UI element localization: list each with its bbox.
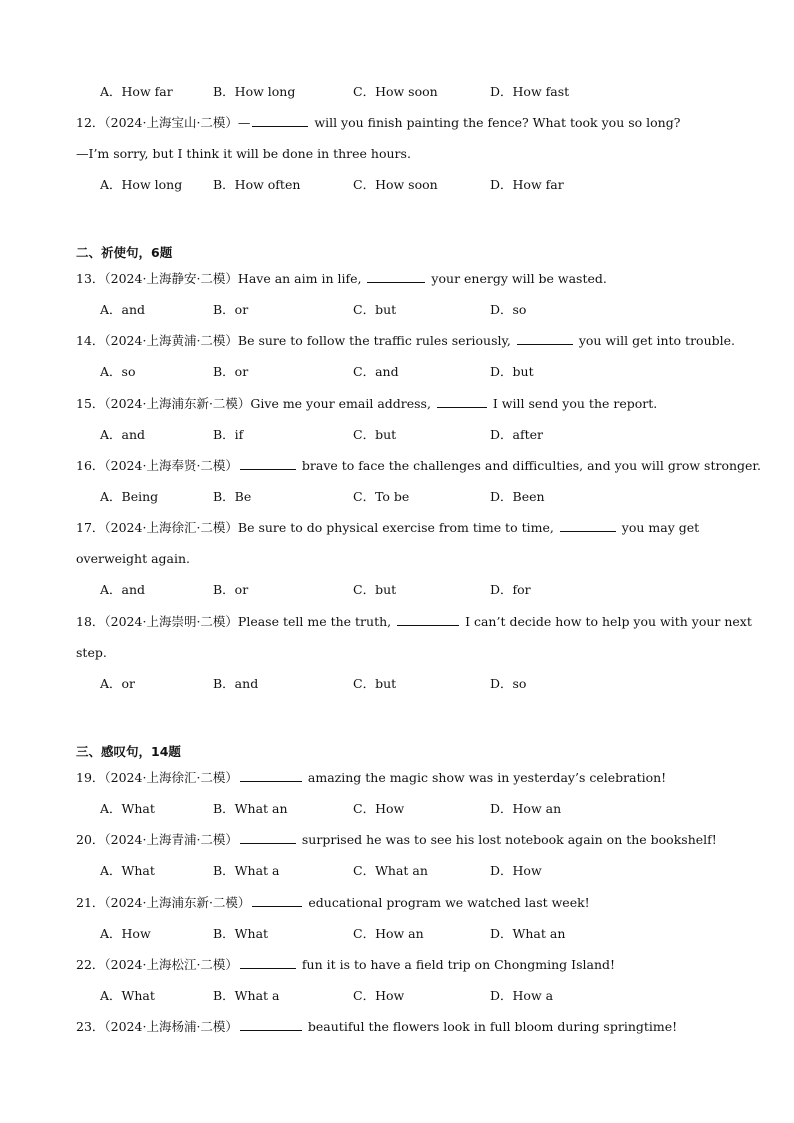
answer-blank bbox=[240, 1019, 302, 1031]
question-stem: 15．（2024·上海浦东新·二模）Give me your email address, bbox=[76, 396, 435, 411]
option-c: C．What an bbox=[353, 863, 428, 878]
option-d: D．so bbox=[490, 676, 527, 691]
question-text-continued: —I’m sorry, but I think it will be done in three hours. bbox=[76, 146, 411, 161]
option-a: A．so bbox=[100, 364, 136, 379]
answer-blank bbox=[560, 520, 616, 532]
option-a: A．How long bbox=[100, 177, 183, 192]
question-stem: 23．（2024·上海杨浦·二模） bbox=[76, 1019, 238, 1034]
q22-opts-options bbox=[100, 988, 700, 1004]
question-text bbox=[76, 520, 699, 536]
option-b: B．How long bbox=[213, 84, 296, 99]
option-c: C．How soon bbox=[353, 177, 438, 192]
option-d: D．for bbox=[490, 582, 531, 597]
option-d: D．Been bbox=[490, 489, 545, 504]
option-a: A．How bbox=[100, 926, 151, 941]
option-d: D．How a bbox=[490, 988, 554, 1003]
option-a: A．and bbox=[100, 427, 146, 442]
question-stem: 22．（2024·上海松江·二模） bbox=[76, 957, 238, 972]
option-d: D．What an bbox=[490, 926, 566, 941]
question-text bbox=[76, 957, 615, 973]
option-d: D．so bbox=[490, 302, 527, 317]
option-a: A．What bbox=[100, 863, 155, 878]
question-text bbox=[76, 895, 590, 911]
option-b: B．or bbox=[213, 582, 249, 597]
option-a: A．What bbox=[100, 801, 155, 816]
option-d: D．How bbox=[490, 863, 542, 878]
q14-opts-options bbox=[100, 364, 700, 380]
answer-blank bbox=[397, 614, 459, 626]
answer-blank bbox=[252, 895, 302, 907]
q21-opts-options bbox=[100, 926, 700, 942]
option-a: A．Being bbox=[100, 489, 159, 504]
answer-blank bbox=[367, 271, 425, 283]
question-stem: 14．（2024·上海黄浦·二模）Be sure to follow the traffic rules seriously, bbox=[76, 333, 515, 348]
option-d: D．How fast bbox=[490, 84, 570, 99]
question-stem: 16．（2024·上海奉贤·二模） bbox=[76, 458, 238, 473]
option-b: B．What a bbox=[213, 863, 280, 878]
option-c: C．How soon bbox=[353, 84, 438, 99]
option-c: C．but bbox=[353, 582, 397, 597]
question-text-continued: overweight again. bbox=[76, 551, 191, 566]
answer-blank bbox=[437, 396, 487, 408]
option-a: A．or bbox=[100, 676, 136, 691]
q16-opts-options bbox=[100, 489, 700, 505]
question-stem: 19．（2024·上海徐汇·二模） bbox=[76, 770, 238, 785]
question-rest: you may get bbox=[617, 520, 700, 535]
option-c: C．but bbox=[353, 302, 397, 317]
question-rest: will you finish painting the fence? What took you so long? bbox=[310, 115, 681, 130]
question-stem: 17．（2024·上海徐汇·二模）Be sure to do physical exercise from time to time, bbox=[76, 520, 558, 535]
option-a: A．What bbox=[100, 988, 155, 1003]
option-c: C．but bbox=[353, 676, 397, 691]
question-text bbox=[76, 458, 761, 474]
question-rest: beautiful the flowers look in full bloom during springtime! bbox=[303, 1019, 678, 1034]
option-b: B．Be bbox=[213, 489, 252, 504]
section-heading: 三、感叹句，14题 bbox=[76, 744, 181, 759]
question-text bbox=[76, 271, 607, 287]
option-c: C．How bbox=[353, 801, 405, 816]
question-text bbox=[76, 115, 680, 131]
question-stem: 18．（2024·上海崇明·二模）Please tell me the truth, bbox=[76, 614, 396, 629]
option-d: D．after bbox=[490, 427, 543, 442]
q13-opts-options bbox=[100, 302, 700, 318]
question-text bbox=[76, 333, 735, 349]
answer-blank bbox=[240, 957, 296, 969]
answer-blank bbox=[517, 333, 573, 345]
q20-opts-options bbox=[100, 863, 700, 879]
question-rest: educational program we watched last week! bbox=[304, 895, 590, 910]
question-rest: I will send you the report. bbox=[488, 396, 658, 411]
answer-blank bbox=[240, 770, 302, 782]
option-a: A．How far bbox=[100, 84, 173, 99]
question-rest: surprised he was to see his lost notebook again on the bookshelf! bbox=[297, 832, 717, 847]
option-d: D．but bbox=[490, 364, 534, 379]
question-stem: 20．（2024·上海青浦·二模） bbox=[76, 832, 238, 847]
option-b: B．What bbox=[213, 926, 269, 941]
question-rest: amazing the magic show was in yesterday’s celebration! bbox=[303, 770, 667, 785]
question-rest: your energy will be wasted. bbox=[427, 271, 607, 286]
option-b: B．or bbox=[213, 364, 249, 379]
option-b: B．What a bbox=[213, 988, 280, 1003]
q15-opts-options bbox=[100, 427, 700, 443]
question-stem: 21．（2024·上海浦东新·二模） bbox=[76, 895, 251, 910]
question-text bbox=[76, 614, 752, 630]
question-rest: you will get into trouble. bbox=[574, 333, 736, 348]
option-c: C．To be bbox=[353, 489, 410, 504]
option-d: D．How far bbox=[490, 177, 564, 192]
answer-blank bbox=[240, 832, 296, 844]
option-c: C．How an bbox=[353, 926, 424, 941]
question-text bbox=[76, 770, 666, 786]
option-b: B．if bbox=[213, 427, 244, 442]
option-a: A．and bbox=[100, 302, 146, 317]
option-d: D．How an bbox=[490, 801, 562, 816]
q12-opts-options bbox=[100, 177, 700, 193]
option-c: C．but bbox=[353, 427, 397, 442]
q11-opts-options bbox=[100, 84, 700, 100]
q19-opts-options bbox=[100, 801, 700, 817]
question-rest: brave to face the challenges and difficulties, and you will grow stronger. bbox=[297, 458, 761, 473]
option-b: B．How often bbox=[213, 177, 301, 192]
question-text-continued: step. bbox=[76, 645, 107, 660]
option-a: A．and bbox=[100, 582, 146, 597]
question-rest: fun it is to have a field trip on Chongming Island! bbox=[297, 957, 616, 972]
option-c: C．and bbox=[353, 364, 399, 379]
option-c: C．How bbox=[353, 988, 405, 1003]
option-b: B．or bbox=[213, 302, 249, 317]
question-text bbox=[76, 1019, 677, 1035]
question-stem: 12．（2024·上海宝山·二模）— bbox=[76, 115, 251, 130]
option-b: B．and bbox=[213, 676, 259, 691]
question-text bbox=[76, 396, 657, 412]
question-text bbox=[76, 832, 717, 848]
q17-opts-options bbox=[100, 582, 700, 598]
answer-blank bbox=[240, 458, 296, 470]
q18-opts-options bbox=[100, 676, 700, 692]
answer-blank bbox=[252, 115, 308, 127]
section-heading: 二、祈使句，6题 bbox=[76, 245, 173, 260]
question-rest: I can’t decide how to help you with your next bbox=[461, 614, 752, 629]
option-b: B．What an bbox=[213, 801, 288, 816]
question-stem: 13．（2024·上海静安·二模）Have an aim in life, bbox=[76, 271, 366, 286]
